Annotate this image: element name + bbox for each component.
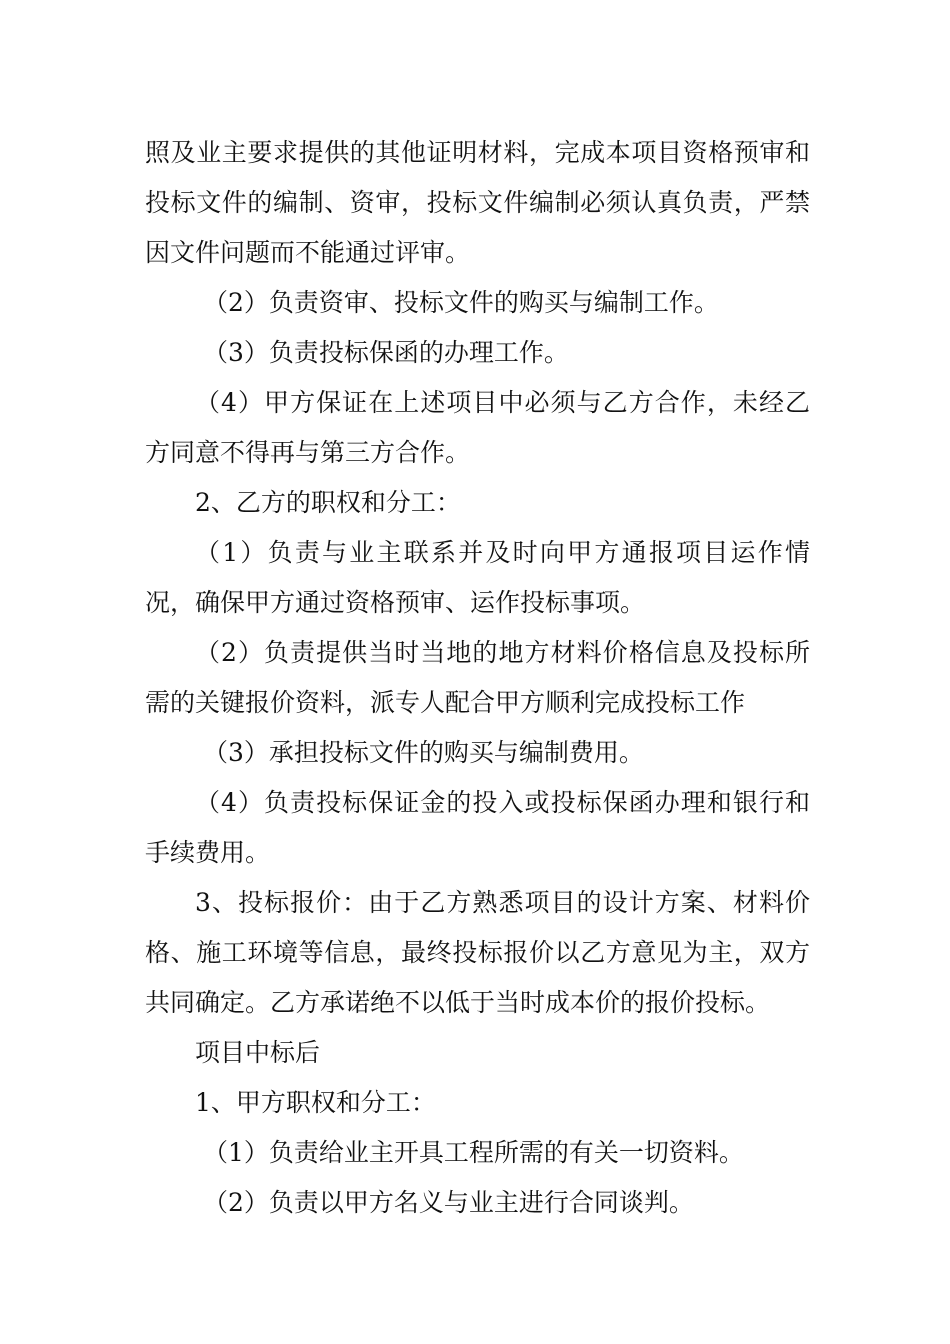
section-heading-after-award: 项目中标后 [195, 1038, 321, 1067]
paragraph-b-item-3: （3）承担投标文件的购买与编制费用。 [203, 738, 644, 767]
paragraph-b-item-4: （4）负责投标保证金的投入或投标保函办理和银行和手续费用。 [145, 788, 810, 867]
paragraph-item-2: （2）负责资审、投标文件的购买与编制工作。 [203, 288, 719, 317]
paragraph-item-3: （3）负责投标保函的办理工作。 [203, 338, 569, 367]
paragraph-a-item-1: （1）负责给业主开具工程所需的有关一切资料。 [203, 1138, 744, 1167]
paragraph-a-item-2: （2）负责以甲方名义与业主进行合同谈判。 [203, 1188, 694, 1217]
document-body [145, 128, 810, 1228]
paragraph-b-item-2: （2）负责提供当时当地的地方材料价格信息及投标所需的关键报价资料，派专人配合甲方顺利完成投标工作 [145, 638, 810, 717]
section-heading-bid-price: 3、投标报价：由于乙方熟悉项目的设计方案、材料价格、施工环境等信息，最终投标报价以乙方意见为主，双方共同确定。乙方承诺绝不以低于当时成本价的报价投标。 [145, 888, 810, 1017]
paragraph-continuation: 照及业主要求提供的其他证明材料，完成本项目资格预审和投标文件的编制、资审，投标文件编制必须认真负责，严禁因文件问题而不能通过评审。 [145, 138, 810, 267]
section-heading-party-b: 2、乙方的职权和分工： [195, 488, 461, 517]
paragraph-item-4: （4）甲方保证在上述项目中必须与乙方合作，未经乙方同意不得再与第三方合作。 [145, 388, 810, 467]
section-heading-party-a: 1、甲方职权和分工： [195, 1088, 436, 1117]
paragraph-b-item-1: （1）负责与业主联系并及时向甲方通报项目运作情况，确保甲方通过资格预审、运作投标事项。 [145, 538, 810, 617]
